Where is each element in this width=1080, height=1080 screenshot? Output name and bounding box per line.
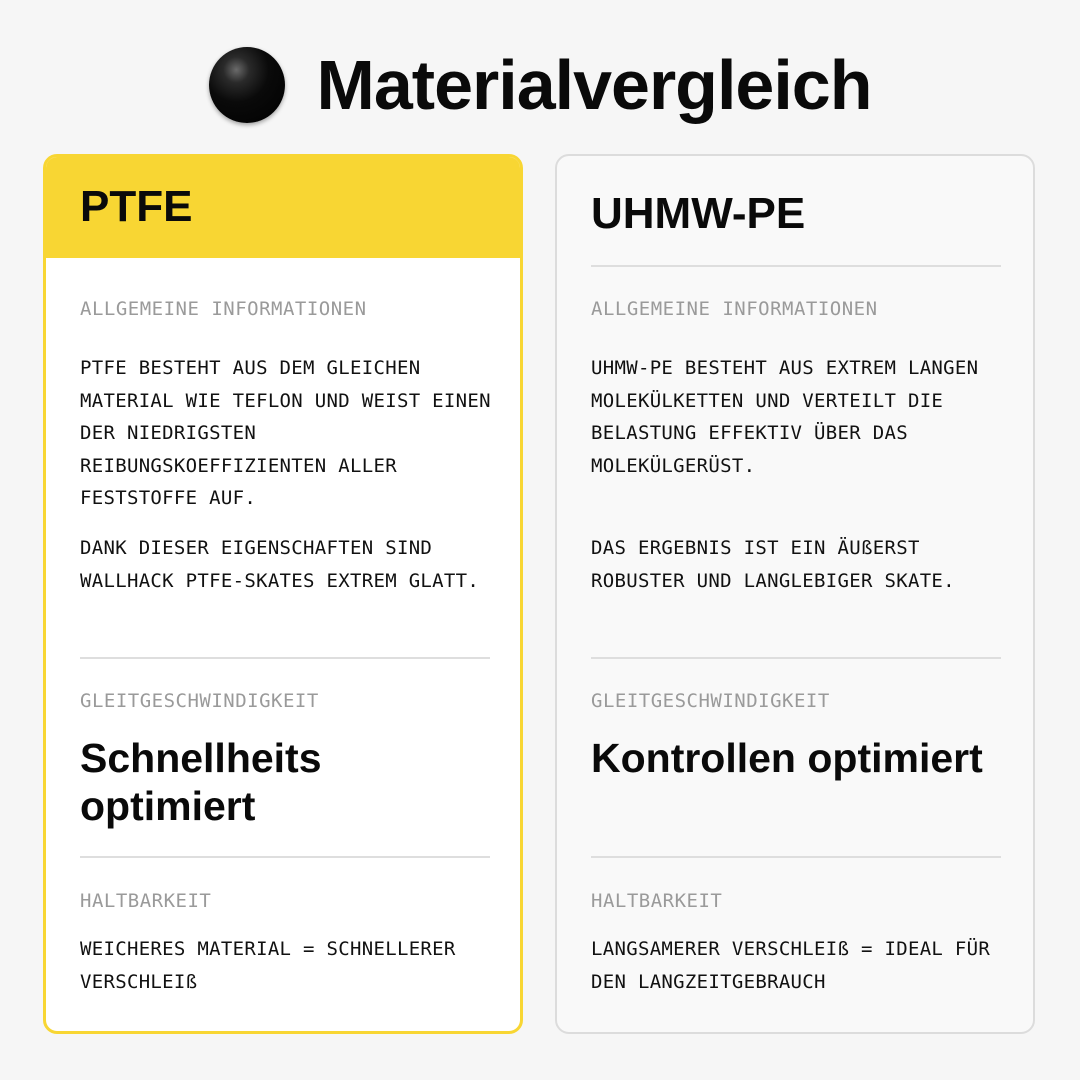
ptfe-general-label: ALLGEMEINE INFORMATIONEN bbox=[80, 298, 367, 320]
black-sphere-logo-icon bbox=[209, 47, 285, 123]
ptfe-card-title: PTFE bbox=[80, 182, 193, 231]
uhmw-pe-divider-1 bbox=[591, 657, 1001, 659]
ptfe-speed-label: GLEITGESCHWINDIGKEIT bbox=[80, 690, 319, 712]
page-title: Materialvergleich bbox=[316, 46, 872, 124]
uhmw-pe-durability-label: HALTBARKEIT bbox=[591, 890, 723, 912]
uhmw-pe-card bbox=[555, 154, 1035, 1034]
uhmw-pe-durability-value: LANGSAMERER VERSCHLEIß = IDEAL FÜR DEN LANGZEITGEBRAUCH bbox=[591, 938, 991, 993]
uhmw-pe-speed-value: Kontrollen optimiert bbox=[591, 735, 983, 781]
uhmw-pe-speed-label: GLEITGESCHWINDIGKEIT bbox=[591, 690, 830, 712]
uhmw-pe-card-title: UHMW-PE bbox=[591, 189, 806, 238]
ptfe-speed-value: Schnellheits optimiert bbox=[80, 735, 322, 829]
uhmw-pe-general-paragraph-2: DAS ERGEBNIS IST EIN ÄUßERST ROBUSTER UND LANGLEBIGER SKATE. bbox=[591, 537, 955, 592]
ptfe-durability-label: HALTBARKEIT bbox=[80, 890, 212, 912]
ptfe-card-header bbox=[46, 157, 520, 258]
uhmw-pe-card-header bbox=[557, 156, 1033, 257]
ptfe-general-paragraph-2: DANK DIESER EIGENSCHAFTEN SIND WALLHACK PTFE-SKATES EXTREM GLATT. bbox=[80, 537, 480, 592]
uhmw-pe-divider-2 bbox=[591, 856, 1001, 858]
ptfe-card bbox=[43, 154, 523, 1034]
uhmw-pe-general-paragraph-1: UHMW-PE BESTEHT AUS EXTREM LANGEN MOLEKÜLKETTEN UND VERTEILT DIE BELASTUNG EFFEKTIV ÜBER DAS MOLEKÜLGERÜST. bbox=[591, 357, 979, 477]
ptfe-general-paragraph-1: PTFE BESTEHT AUS DEM GLEICHEN MATERIAL WIE TEFLON UND WEIST EINEN DER NIEDRIGSTEN REIBUNGSKOEFFIZIENTEN ALLER FESTSTOFFE AUF. bbox=[80, 357, 491, 509]
ptfe-divider-2 bbox=[80, 856, 490, 858]
uhmw-pe-general-label: ALLGEMEINE INFORMATIONEN bbox=[591, 298, 878, 320]
ptfe-durability-value: WEICHERES MATERIAL = SCHNELLERER VERSCHLEIß bbox=[80, 938, 456, 993]
page-header bbox=[0, 40, 1080, 130]
uhmw-pe-divider-0 bbox=[591, 265, 1001, 267]
ptfe-divider-1 bbox=[80, 657, 490, 659]
